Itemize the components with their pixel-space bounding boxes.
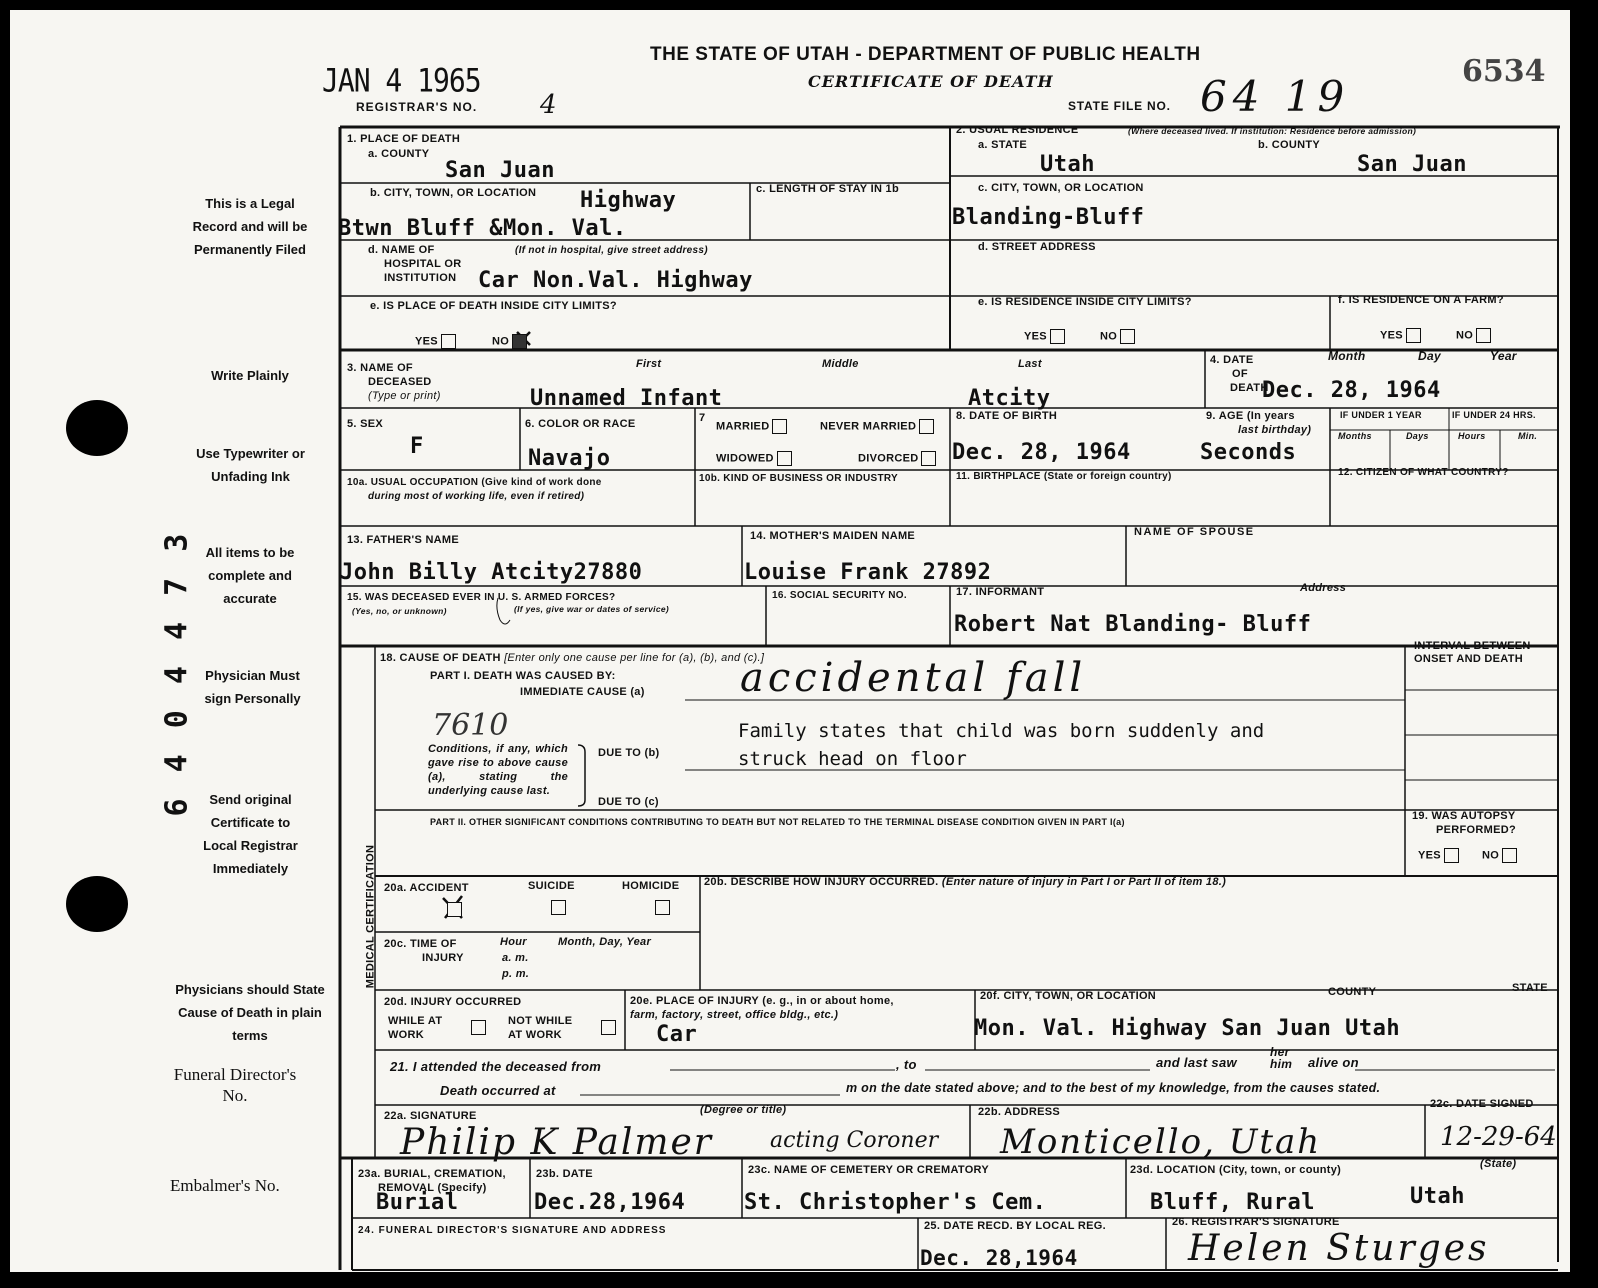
- l2f-no-checkbox[interactable]: [1476, 328, 1491, 343]
- l2a: a. STATE: [978, 139, 1028, 151]
- l1d2: HOSPITAL OR: [384, 258, 462, 270]
- medical-certification-label: MEDICAL CERTIFICATION: [364, 844, 377, 989]
- homicide-checkbox[interactable]: [655, 900, 670, 915]
- l4a: 4. DATE: [1210, 354, 1254, 366]
- months-label: Months: [1338, 431, 1372, 441]
- l26: 26. REGISTRAR'S SIGNATURE: [1172, 1216, 1340, 1228]
- l2f-yes-checkbox[interactable]: [1406, 328, 1421, 343]
- immediate-cause-value: accidental fall: [740, 655, 1087, 701]
- sidebar-send-original: Send original Certificate to Local Registrar Immediately: [203, 792, 298, 876]
- l19b: PERFORMED?: [1436, 824, 1516, 836]
- birth-date: Dec. 28, 1964: [952, 440, 1131, 465]
- l12: 12. CITIZEN OF WHAT COUNTRY?: [1338, 467, 1509, 478]
- l17: 17. INFORMANT: [956, 586, 1045, 598]
- punch-hole-top: [66, 400, 128, 456]
- l21-her-him: her him: [1270, 1045, 1293, 1071]
- l21-alive-on: alive on: [1308, 1055, 1359, 1070]
- date-signed: 12-29-64: [1440, 1122, 1557, 1152]
- l1d1: d. NAME OF: [368, 244, 435, 256]
- corner-number: 6534: [1462, 54, 1546, 89]
- sidebar-typewriter: Use Typewriter or Unfading Ink: [196, 446, 305, 484]
- first-label: First: [636, 358, 662, 370]
- l2e-yes-checkbox[interactable]: [1050, 329, 1065, 344]
- punch-hole-bottom: [66, 876, 128, 932]
- l7: 7: [699, 412, 706, 424]
- cemetery-value: St. Christopher's Cem.: [744, 1190, 1047, 1215]
- not-while-at-work-checkbox[interactable]: [601, 1020, 616, 1035]
- county-label: COUNTY: [1328, 986, 1377, 998]
- suicide-label: SUICIDE: [528, 880, 575, 892]
- l1d-note: (If not in hospital, give street address): [515, 245, 708, 256]
- l1e-yes: YES: [415, 334, 456, 349]
- part2: PART II. OTHER SIGNIFICANT CONDITIONS CONTRIBUTING TO DEATH BUT NOT RELATED TO THE TERMINAL DISEASE CONDITION GIVEN IN PART I(a): [430, 817, 1125, 827]
- l1e-no: NO: [492, 334, 527, 349]
- under-1-year: IF UNDER 1 YEAR: [1340, 410, 1422, 420]
- l23b: 23b. DATE: [536, 1168, 593, 1180]
- injury-label: INJURY: [422, 952, 464, 964]
- l2b: b. COUNTY: [1258, 139, 1320, 151]
- l21c: m on the date stated above; and to the best of my knowledge, from the causes stated.: [846, 1081, 1381, 1095]
- l2: 2. USUAL RESIDENCE: [956, 124, 1079, 136]
- hour-label: Hour: [500, 936, 527, 948]
- never-married-checkbox[interactable]: [919, 419, 934, 434]
- l22b: 22b. ADDRESS: [978, 1106, 1061, 1118]
- married: MARRIED: [716, 419, 787, 434]
- min-label: Min.: [1518, 431, 1538, 441]
- state-paren: (State): [1480, 1158, 1517, 1170]
- l15b: (Yes, no, or unknown): [352, 606, 447, 616]
- sidebar-funeral-no: Funeral Director's No.: [173, 1065, 297, 1105]
- l5: 5. SEX: [347, 418, 384, 430]
- l4b: OF: [1232, 368, 1248, 380]
- l10a: 10a. USUAL OCCUPATION (Give kind of work done: [347, 477, 602, 488]
- l1d3: INSTITUTION: [384, 272, 457, 284]
- l2d: d. STREET ADDRESS: [978, 241, 1096, 253]
- due-b: DUE TO (b): [598, 747, 660, 759]
- l19a: 19. WAS AUTOPSY: [1412, 810, 1516, 822]
- cause-code: 7610: [432, 708, 509, 743]
- due-c: DUE TO (c): [598, 796, 659, 808]
- not-while-at-work: NOT WHILE AT WORK: [508, 1015, 573, 1041]
- physician-signature: Philip K Palmer: [400, 1122, 714, 1163]
- autopsy-yes-checkbox[interactable]: [1444, 848, 1459, 863]
- l23a2: REMOVAL (Specify): [378, 1182, 487, 1194]
- burial-location: Bluff, Rural: [1150, 1190, 1315, 1215]
- residence-state: Utah: [1040, 152, 1095, 177]
- married-checkbox[interactable]: [772, 419, 787, 434]
- l8: 8. DATE OF BIRTH: [956, 410, 1058, 422]
- while-at-work: WHILE AT WORK: [388, 1015, 443, 1041]
- middle-label: Middle: [822, 358, 859, 370]
- date-received: Dec. 28,1964: [920, 1246, 1078, 1270]
- residence-city: Blanding-Bluff: [952, 205, 1145, 230]
- l21-to: , to: [896, 1057, 917, 1072]
- l20e: 20e. PLACE OF INJURY (e. g., in or about home, farm, factory, street, office bldg., etc.): [630, 995, 894, 1021]
- l1e: e. IS PLACE OF DEATH INSIDE CITY LIMITS?: [370, 300, 617, 312]
- address-label: Address: [1300, 582, 1347, 594]
- widowed-checkbox[interactable]: [777, 451, 792, 466]
- l16: 16. SOCIAL SECURITY NO.: [772, 590, 907, 601]
- conditions-note: Conditions, if any, which gave rise to above cause (a), stating the underlying cause last.: [428, 743, 568, 797]
- signature-title: acting Coroner: [770, 1128, 939, 1153]
- l21b: Death occurred at: [440, 1083, 556, 1098]
- l4c: DEATH: [1230, 382, 1269, 394]
- homicide-label: HOMICIDE: [622, 880, 680, 892]
- l15: 15. WAS DECEASED EVER IN U. S. ARMED FORCES?: [347, 592, 616, 603]
- registrar-no-label: REGISTRAR'S NO.: [356, 100, 478, 114]
- due-b-line2: struck head on floor: [738, 748, 967, 770]
- deceased-first-middle: Unnamed Infant: [530, 386, 723, 411]
- registrar-signature: Helen Sturges: [1188, 1228, 1490, 1269]
- l20c: 20c. TIME OF: [384, 938, 457, 950]
- days-label: Days: [1406, 431, 1429, 441]
- l1e-yes-checkbox[interactable]: [441, 334, 456, 349]
- form-subtitle: CERTIFICATE OF DEATH: [808, 72, 1054, 91]
- l20f: 20f. CITY, TOWN, OR LOCATION: [980, 990, 1157, 1002]
- age-value: Seconds: [1200, 440, 1297, 465]
- hours-label: Hours: [1458, 431, 1486, 441]
- residence-county: San Juan: [1357, 152, 1467, 177]
- l23d: 23d. LOCATION (City, town, or county): [1130, 1164, 1342, 1176]
- sidebar-legal-record: This is a Legal Record and will be Permanently Filed: [192, 196, 308, 257]
- pm-label: p. m.: [502, 968, 530, 980]
- l3c: (Type or print): [368, 390, 441, 402]
- l1e-no-checkbox[interactable]: [512, 334, 527, 349]
- l15c: (If yes, give war or dates of service): [514, 604, 670, 614]
- l21a: 21. I attended the deceased from: [390, 1059, 602, 1074]
- degree-label: (Degree or title): [700, 1104, 787, 1116]
- l2e: e. IS RESIDENCE INSIDE CITY LIMITS?: [978, 296, 1192, 308]
- divorced-checkbox[interactable]: [921, 451, 936, 466]
- day-label: Day: [1418, 349, 1441, 363]
- interval-label: INTERVAL BETWEEN ONSET AND DEATH: [1414, 640, 1531, 665]
- l2-note: (Where deceased lived. If institution: Residence before admission): [1128, 126, 1417, 136]
- am-label: a. m.: [502, 952, 529, 964]
- month-label: Month: [1328, 349, 1366, 363]
- deceased-last: Atcity: [968, 386, 1051, 411]
- location-value: Btwn Bluff &Mon. Val.: [338, 216, 627, 241]
- l1a: a. COUNTY: [368, 148, 430, 160]
- burial-value: Burial: [376, 1190, 459, 1215]
- sidebar-embalmer-no: Embalmer's No.: [170, 1176, 280, 1195]
- form-title: THE STATE OF UTAH - DEPARTMENT OF PUBLIC HEALTH: [650, 44, 1201, 65]
- l20a: 20a. ACCIDENT: [384, 882, 469, 894]
- l21-last-saw: and last saw: [1156, 1055, 1237, 1070]
- l2c: c. CITY, TOWN, OR LOCATION: [978, 182, 1144, 194]
- l9b: last birthday): [1238, 424, 1312, 436]
- received-stamp-date: JAN 4 1965: [322, 61, 481, 100]
- mother-name: Louise Frank 27892: [744, 560, 992, 585]
- informant-value: Robert Nat Blanding- Bluff: [954, 612, 1312, 637]
- l9a: 9. AGE (In years: [1206, 410, 1295, 422]
- injury-place: Car: [656, 1022, 698, 1047]
- institution-value: Car Non.Val. Highway: [478, 268, 753, 293]
- while-at-work-checkbox[interactable]: [471, 1020, 486, 1035]
- sidebar-physician: Physician Must sign Personally: [204, 668, 301, 706]
- immediate-cause: IMMEDIATE CAUSE (a): [520, 686, 645, 698]
- county-value: San Juan: [445, 158, 555, 183]
- sidebar-write-plainly: Write Plainly: [211, 368, 289, 383]
- l25: 25. DATE RECD. BY LOCAL REG.: [924, 1220, 1106, 1232]
- sidebar-all-items: All items to be complete and accurate: [205, 545, 295, 606]
- sidebar-physicians-should: Physicians should State Cause of Death in plain terms: [175, 982, 325, 1043]
- l10b: 10b. KIND OF BUSINESS OR INDUSTRY: [699, 473, 898, 484]
- l2f-yes: YES: [1380, 328, 1421, 343]
- l2e-no: NO: [1100, 329, 1135, 344]
- year-label: Year: [1490, 349, 1517, 363]
- l2e-no-checkbox[interactable]: [1120, 329, 1135, 344]
- l2e-yes: YES: [1024, 329, 1065, 344]
- autopsy-no: NO: [1482, 848, 1517, 863]
- l22c: 22c. DATE SIGNED: [1430, 1098, 1534, 1110]
- l18: 18. CAUSE OF DEATH [Enter only one cause per line for (a), (b), and (c).]: [380, 652, 765, 664]
- death-date: Dec. 28, 1964: [1262, 378, 1441, 403]
- l20d: 20d. INJURY OCCURRED: [384, 996, 522, 1008]
- physician-address: Monticello, Utah: [1000, 1122, 1322, 1162]
- l20b: 20b. DESCRIBE HOW INJURY OCCURRED. (Enter nature of injury in Part I or Part II of item 18.): [704, 876, 1227, 888]
- l14: 14. MOTHER'S MAIDEN NAME: [750, 530, 916, 542]
- burial-date: Dec.28,1964: [534, 1190, 686, 1215]
- l13: 13. FATHER'S NAME: [347, 534, 460, 546]
- l1c: c. LENGTH OF STAY IN 1b: [756, 183, 899, 195]
- due-b-line1: Family states that child was born suddenly and: [738, 720, 1265, 742]
- suicide-checkbox[interactable]: [551, 900, 566, 915]
- never-married: NEVER MARRIED: [820, 419, 934, 434]
- l10a2: during most of working life, even if retired): [368, 491, 585, 502]
- race-value: Navajo: [528, 446, 611, 471]
- divorced: DIVORCED: [858, 451, 936, 466]
- l24: 24. FUNERAL DIRECTOR'S SIGNATURE AND ADDRESS: [358, 1225, 667, 1236]
- mdy-label: Month, Day, Year: [558, 936, 652, 948]
- l2f: f. IS RESIDENCE ON A FARM?: [1338, 294, 1504, 306]
- widowed: WIDOWED: [716, 451, 792, 466]
- registrar-no-value: 4: [540, 90, 557, 120]
- l22a: 22a. SIGNATURE: [384, 1110, 477, 1122]
- state-label: STATE: [1512, 982, 1548, 994]
- state-file-no: 64 19: [1200, 72, 1351, 121]
- l1b: b. CITY, TOWN, OR LOCATION: [370, 187, 537, 199]
- spouse-label: NAME OF SPOUSE: [1134, 526, 1255, 538]
- l3b: DECEASED: [368, 376, 432, 388]
- l1: 1. PLACE OF DEATH: [347, 133, 461, 145]
- city-value: Highway: [580, 188, 677, 213]
- burial-state: Utah: [1410, 1184, 1465, 1209]
- state-file-label: STATE FILE NO.: [1068, 99, 1171, 113]
- accident-checkbox[interactable]: [447, 902, 462, 917]
- last-label: Last: [1018, 358, 1042, 370]
- sex-value: F: [410, 434, 424, 459]
- l2f-no: NO: [1456, 328, 1491, 343]
- autopsy-no-checkbox[interactable]: [1502, 848, 1517, 863]
- l3a: 3. NAME OF: [347, 362, 413, 374]
- l11: 11. BIRTHPLACE (State or foreign country): [956, 471, 1172, 482]
- father-name: John Billy Atcity27880: [340, 560, 643, 585]
- l23c: 23c. NAME OF CEMETERY OR CREMATORY: [748, 1164, 990, 1176]
- part1: PART I. DEATH WAS CAUSED BY:: [430, 670, 616, 682]
- l6: 6. COLOR OR RACE: [525, 418, 636, 430]
- injury-location: Mon. Val. Highway San Juan Utah: [974, 1016, 1401, 1041]
- vertical-serial-number: 6 4 0 4 4 7 3: [159, 529, 195, 817]
- autopsy-yes: YES: [1418, 848, 1459, 863]
- l23a: 23a. BURIAL, CREMATION,: [358, 1168, 506, 1180]
- under-24-hrs: IF UNDER 24 HRS.: [1452, 410, 1536, 420]
